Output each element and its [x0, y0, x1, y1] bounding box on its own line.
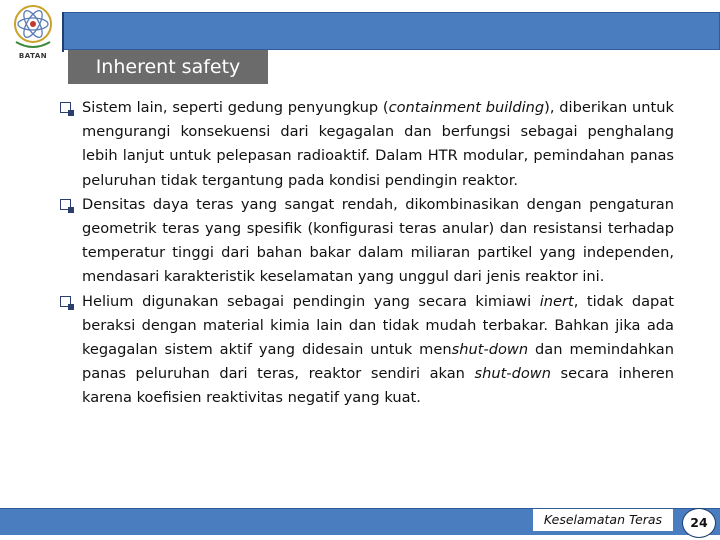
bullet-text: Helium digunakan sebagai pendingin yang secara kimiawi — [82, 292, 540, 310]
bullet-text-italic: inert — [539, 292, 574, 310]
bullet-text: dan memindahkan panas peluruhan dari teras, reaktor sendiri akan — [82, 341, 675, 383]
bullet-text: Sistem lain, seperti gedung penyungkup ( — [82, 99, 389, 116]
logo-text: BATAN — [18, 52, 48, 60]
bullet-text: , tidak dapat beraksi dengan material kimia lain dan tidak mudah terbakar. Bahkan jika ada kegagalan sistem aktif yang didesain untuk men — [82, 292, 674, 359]
bullet-text-italic: shut-down — [474, 365, 551, 383]
checkbox-bullet-icon — [60, 296, 71, 307]
footer-label: Keselamatan Teras — [543, 512, 663, 527]
top-header-bar — [62, 12, 720, 50]
batan-logo — [6, 2, 60, 54]
slide-title: Inherent safety — [95, 56, 241, 78]
bullet-text: secara inheren karena koefisien reaktivitas negatif yang kuat. — [82, 365, 674, 407]
bullet-text-italic: shut-down — [451, 341, 529, 359]
bullet-item — [58, 193, 674, 290]
bullet-item — [58, 290, 674, 411]
slide-content — [58, 96, 674, 411]
bullet-item — [58, 96, 674, 193]
checkbox-bullet-icon — [60, 199, 71, 210]
atom-emblem-icon — [15, 6, 51, 47]
page-number: 24 — [690, 515, 708, 530]
checkbox-bullet-icon — [60, 102, 71, 113]
bullet-text: ), diberikan untuk mengurangi konsekuensi dari kegagalan dan berfungsi sebagai penghalang lebih lanjut untuk pelepasan radioaktif. Dalam HTR modular, pemindahan panas peluruhan tidak tergantung pada kondisi pendingin reaktor. — [82, 99, 674, 189]
header-accent-line — [62, 12, 64, 52]
bullet-text-italic: containment building — [388, 99, 545, 116]
bullet-text: Densitas daya teras yang sangat rendah, dikombinasikan dengan pengaturan geometrik teras yang spesifik (konfigurasi teras anular) dan resistansi terhadap temperatur tinggi dari bahan bakar dalam miliaran partikel yang independen, mendasari karakteristik keselamatan yang unggul dari jenis reaktor ini. — [82, 195, 674, 286]
